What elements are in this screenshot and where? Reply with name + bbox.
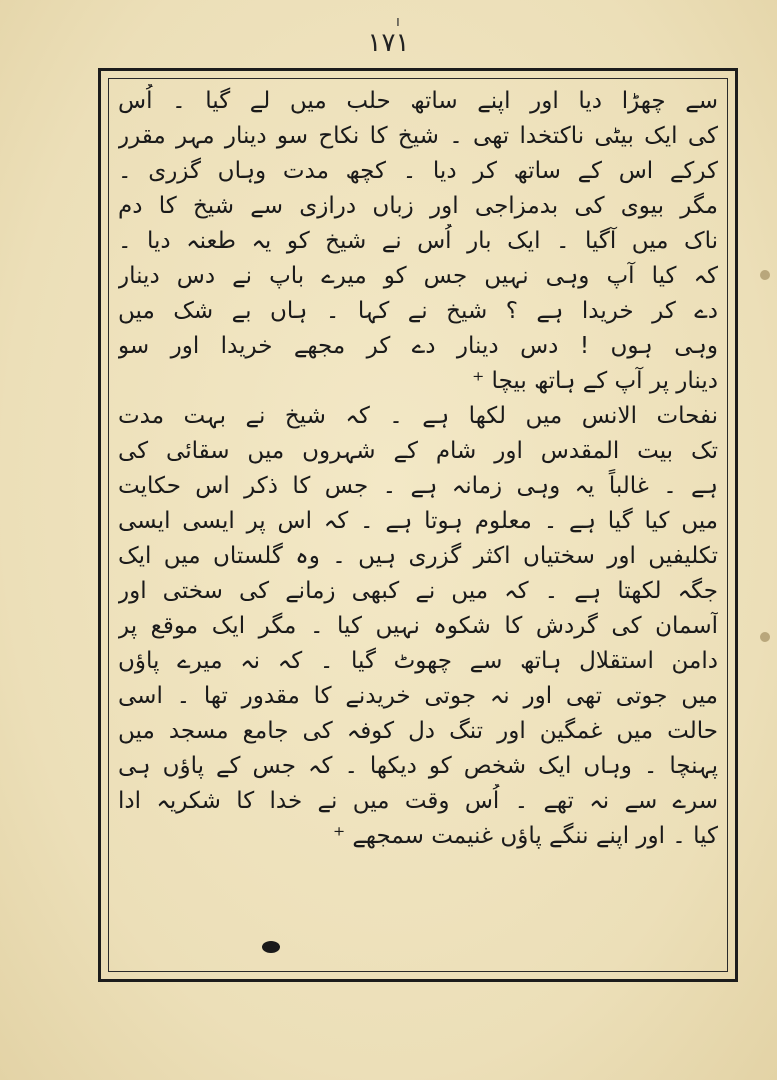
text-line: مگر بیوی کی بدمزاجی اور زباں درازی سے شیخ کا دم [118, 193, 718, 219]
body-text [118, 84, 718, 964]
page-number: ۱۷۱ [367, 28, 410, 58]
text-line: دے کر خریدا ہے ؟ شیخ نے کہا ۔ ہاں بے شک میں [118, 298, 718, 324]
text-line: تک بیت المقدس اور شام کے شہروں میں سقائی کی [118, 438, 718, 464]
binding-hole [760, 270, 770, 280]
text-line: میں جوتی تھی اور نہ جوتی خریدنے کا مقدور تھا ۔ اسی [118, 683, 718, 709]
text-line: آسمان کی گردش کا شکوہ نہیں کیا ۔ مگر ایک موقع پر [118, 613, 718, 639]
top-mark: ı [396, 14, 400, 30]
binding-hole [760, 632, 770, 642]
text-line: دامن استقلال ہاتھ سے چھوٹ گیا ۔ کہ نہ میرے پاؤں [118, 648, 718, 674]
text-line: پہنچا ۔ وہاں ایک شخص کو دیکھا ۔ کہ جس کے پاؤں ہی [118, 753, 718, 779]
text-line: ناک میں آگیا ۔ ایک بار اُس نے شیخ کو یہ طعنہ دیا ۔ [118, 228, 718, 254]
text-line: کہ کیا آپ وہی نہیں جس کو میرے باپ نے دس دینار [118, 263, 718, 289]
ink-blot [262, 941, 280, 953]
text-line: نفحات الانس میں لکھا ہے ۔ کہ شیخ نے بہت مدت [118, 403, 718, 429]
text-line: سرے سے نہ تھے ۔ اُس وقت میں نے خدا کا شکریہ ادا [118, 788, 718, 814]
text-line: کی ایک بیٹی ناکتخدا تھی ۔ شیخ کا نکاح سو دینار مہر مقرر [118, 123, 718, 149]
text-line: کرکے اس کے ساتھ کر دیا ۔ کچھ مدت وہاں گزری ۔ [118, 158, 718, 184]
text-line: کیا ۔ اور اپنے ننگے پاؤں غنیمت سمجھے ⁺ [332, 823, 718, 849]
text-line: وہی ہوں ! دس دینار دے کر مجھے خریدا اور سو [118, 333, 718, 359]
text-line: دینار پر آپ کے ہاتھ بیچا ⁺ [472, 368, 718, 394]
text-line: میں کیا گیا ہے ۔ معلوم ہوتا ہے ۔ کہ اس پر ایسی ایسی [118, 508, 718, 534]
text-line: تکلیفیں اور سختیاں اکثر گزری ہیں ۔ وہ گلستاں میں ایک [118, 543, 718, 569]
text-line: جگہ لکھتا ہے ۔ کہ میں نے کبھی زمانے کی سختی اور [118, 578, 718, 604]
text-line: سے چھڑا دیا اور اپنے ساتھ حلب میں لے گیا ۔ اُس [118, 88, 718, 114]
text-line: ہے ۔ غالباً یہ وہی زمانہ ہے ۔ جس کا ذکر اس حکایت [118, 473, 718, 499]
text-line: حالت میں غمگین اور تنگ دل کوفہ کی جامع مسجد میں [118, 718, 718, 744]
